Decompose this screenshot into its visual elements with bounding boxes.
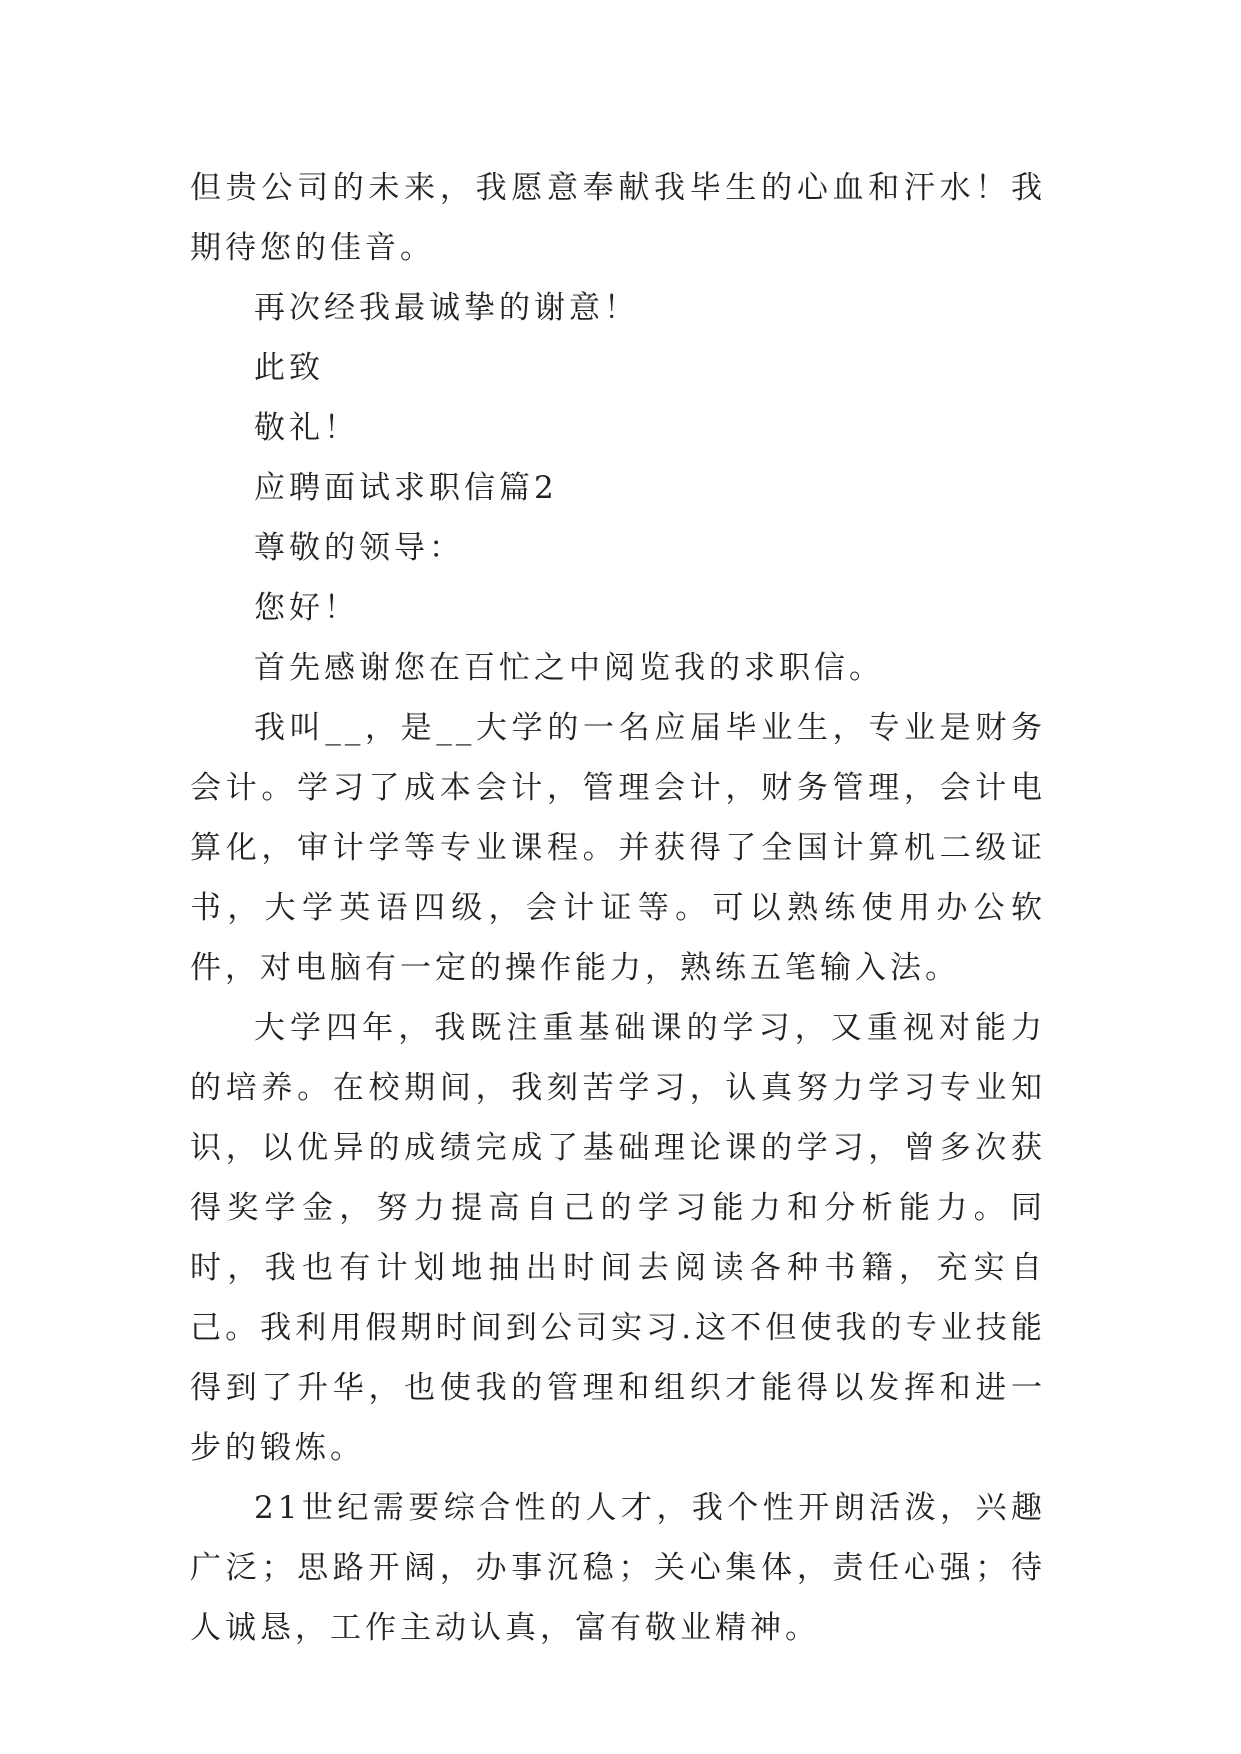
paragraph-closing-hope: 但贵公司的未来，我愿意奉献我毕生的心血和汗水！我期待您的佳音。 (190, 170, 1046, 266)
paragraph-self-introduction: 我叫__，是__大学的一名应届毕业生，专业是财务会计。学习了成本会计，管理会计，财务管理，会计电算化，审计学等专业课程。并获得了全国计算机二级证书，大学英语四级，会计证等。可以熟练使用办公软件，对电脑有一定的操作能力，熟练五笔输入法。 (190, 710, 1046, 986)
document-body (190, 158, 1046, 1658)
section-heading: 应聘面试求职信篇2 (254, 470, 558, 506)
paragraph-university-experience: 大学四年，我既注重基础课的学习，又重视对能力的培养。在校期间，我刻苦学习，认真努力学习专业知识，以优异的成绩完成了基础理论课的学习，曾多次获得奖学金，努力提高自己的学习能力和分析能力。同时，我也有计划地抽出时间去阅读各种书籍，充实自己。我利用假期时间到公司实习.这不但使我的专业技能得到了升华，也使我的管理和组织才能得以发挥和进一步的锻炼。 (190, 1010, 1046, 1466)
paragraph-personality: 21世纪需要综合性的人才，我个性开朗活泼，兴趣广泛；思路开阔，办事沉稳；关心集体，责任心强；待人诚恳，工作主动认真，富有敬业精神。 (190, 1490, 1046, 1646)
paragraph-salutation-cizhi: 此致 (254, 350, 324, 386)
paragraph-intro-thanks: 首先感谢您在百忙之中阅览我的求职信。 (254, 650, 884, 686)
paragraph-salutation-jingli: 敬礼！ (254, 410, 359, 446)
paragraph-greeting-leader: 尊敬的领导： (254, 530, 464, 566)
paragraph-greeting-hello: 您好！ (254, 590, 359, 626)
paragraph-thanks: 再次经我最诚挚的谢意！ (254, 290, 639, 326)
